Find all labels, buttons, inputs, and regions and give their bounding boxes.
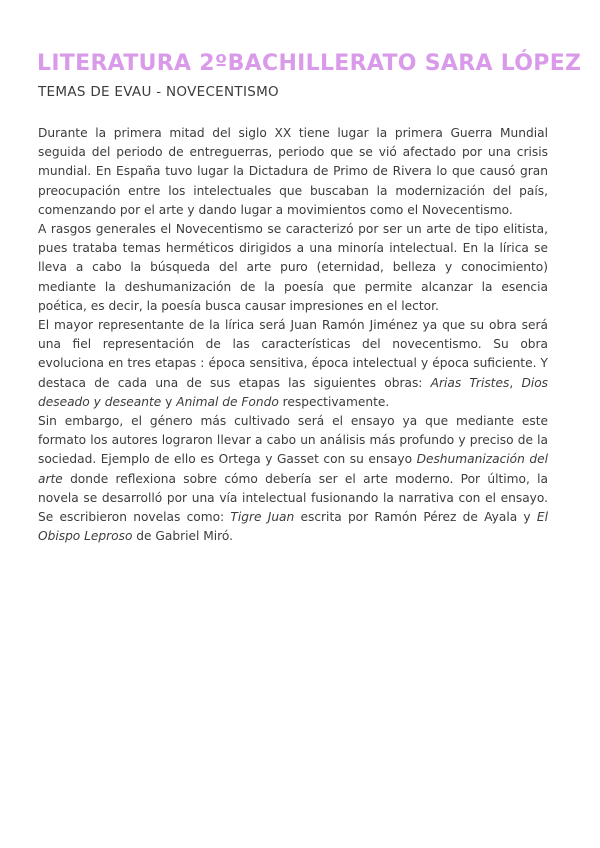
paragraph-text: escrita por Ramón Pérez de Ayala y bbox=[294, 510, 537, 525]
work-title: Deshumanización del arte bbox=[38, 452, 548, 486]
document-body bbox=[38, 124, 548, 546]
work-title: Tigre Juan bbox=[230, 510, 295, 525]
work-title: Dios deseado y deseante bbox=[38, 375, 549, 409]
paragraph-lyric bbox=[38, 316, 548, 412]
paragraph-features: A rasgos generales el Novecentismo se caracterizó por ser un arte de tipo elitista, pues trataba temas herméticos dirigidos a una minoría intelectual. En la lírica se lleva a cabo la búsqueda del arte puro (eternidad, belleza y conocimiento) mediante la deshumanización de la poesía que permite alcanzar la esencia poética, es decir, la poesía busca causar impresiones en el lector. bbox=[38, 222, 548, 313]
work-title: El Obispo Leproso bbox=[38, 510, 548, 544]
work-title: Animal de Fondo bbox=[176, 394, 279, 409]
document-title: LITERATURA 2ºBACHILLERATO SARA LÓPEZ bbox=[37, 51, 582, 76]
separator: y bbox=[161, 394, 177, 409]
paragraph-text: de Gabriel Miró. bbox=[132, 529, 233, 544]
paragraph-context: Durante la primera mitad del siglo XX tiene lugar la primera Guerra Mundial seguida del periodo de entreguerras, periodo que se vió afectado por una crisis mundial. En España tuvo lugar la Dictadura de Primo de Rivera lo que causó gran preocupación entre los intelectuales que buscaban la modernización del país, comenzando por el arte y dando lugar a movimientos como el Novecentismo. bbox=[38, 126, 548, 217]
paragraph-essay bbox=[38, 412, 548, 546]
work-title: Arias Tristes bbox=[430, 375, 510, 390]
paragraph-text: donde reflexiona sobre cómo debería ser el arte moderno. Por último, la novela se desarrolló por una vía intelectual fusionando la narrativa con el ensayo. Se escribieron novelas como: bbox=[38, 471, 548, 525]
paragraph-text: respectivamente. bbox=[278, 394, 390, 409]
separator: , bbox=[509, 375, 522, 390]
paragraph-text: Sin embargo, el género más cultivado será el ensayo ya que mediante este formato los autores lograron llevar a cabo un análisis más profundo y preciso de la sociedad. Ejemplo de ello es Ortega y Gasset con su ensayo bbox=[38, 414, 548, 467]
paragraph-text: El mayor representante de la lírica será Juan Ramón Jiménez ya que su obra será una fiel representación de las características del novecentismo. Su obra evoluciona en tres etapas : época sensitiva, época intelectual y época suficiente. Y destaca de cada una de sus etapas las siguientes obras: bbox=[38, 318, 548, 390]
document-subtitle: TEMAS DE EVAU - NOVECENTISMO bbox=[38, 84, 279, 100]
